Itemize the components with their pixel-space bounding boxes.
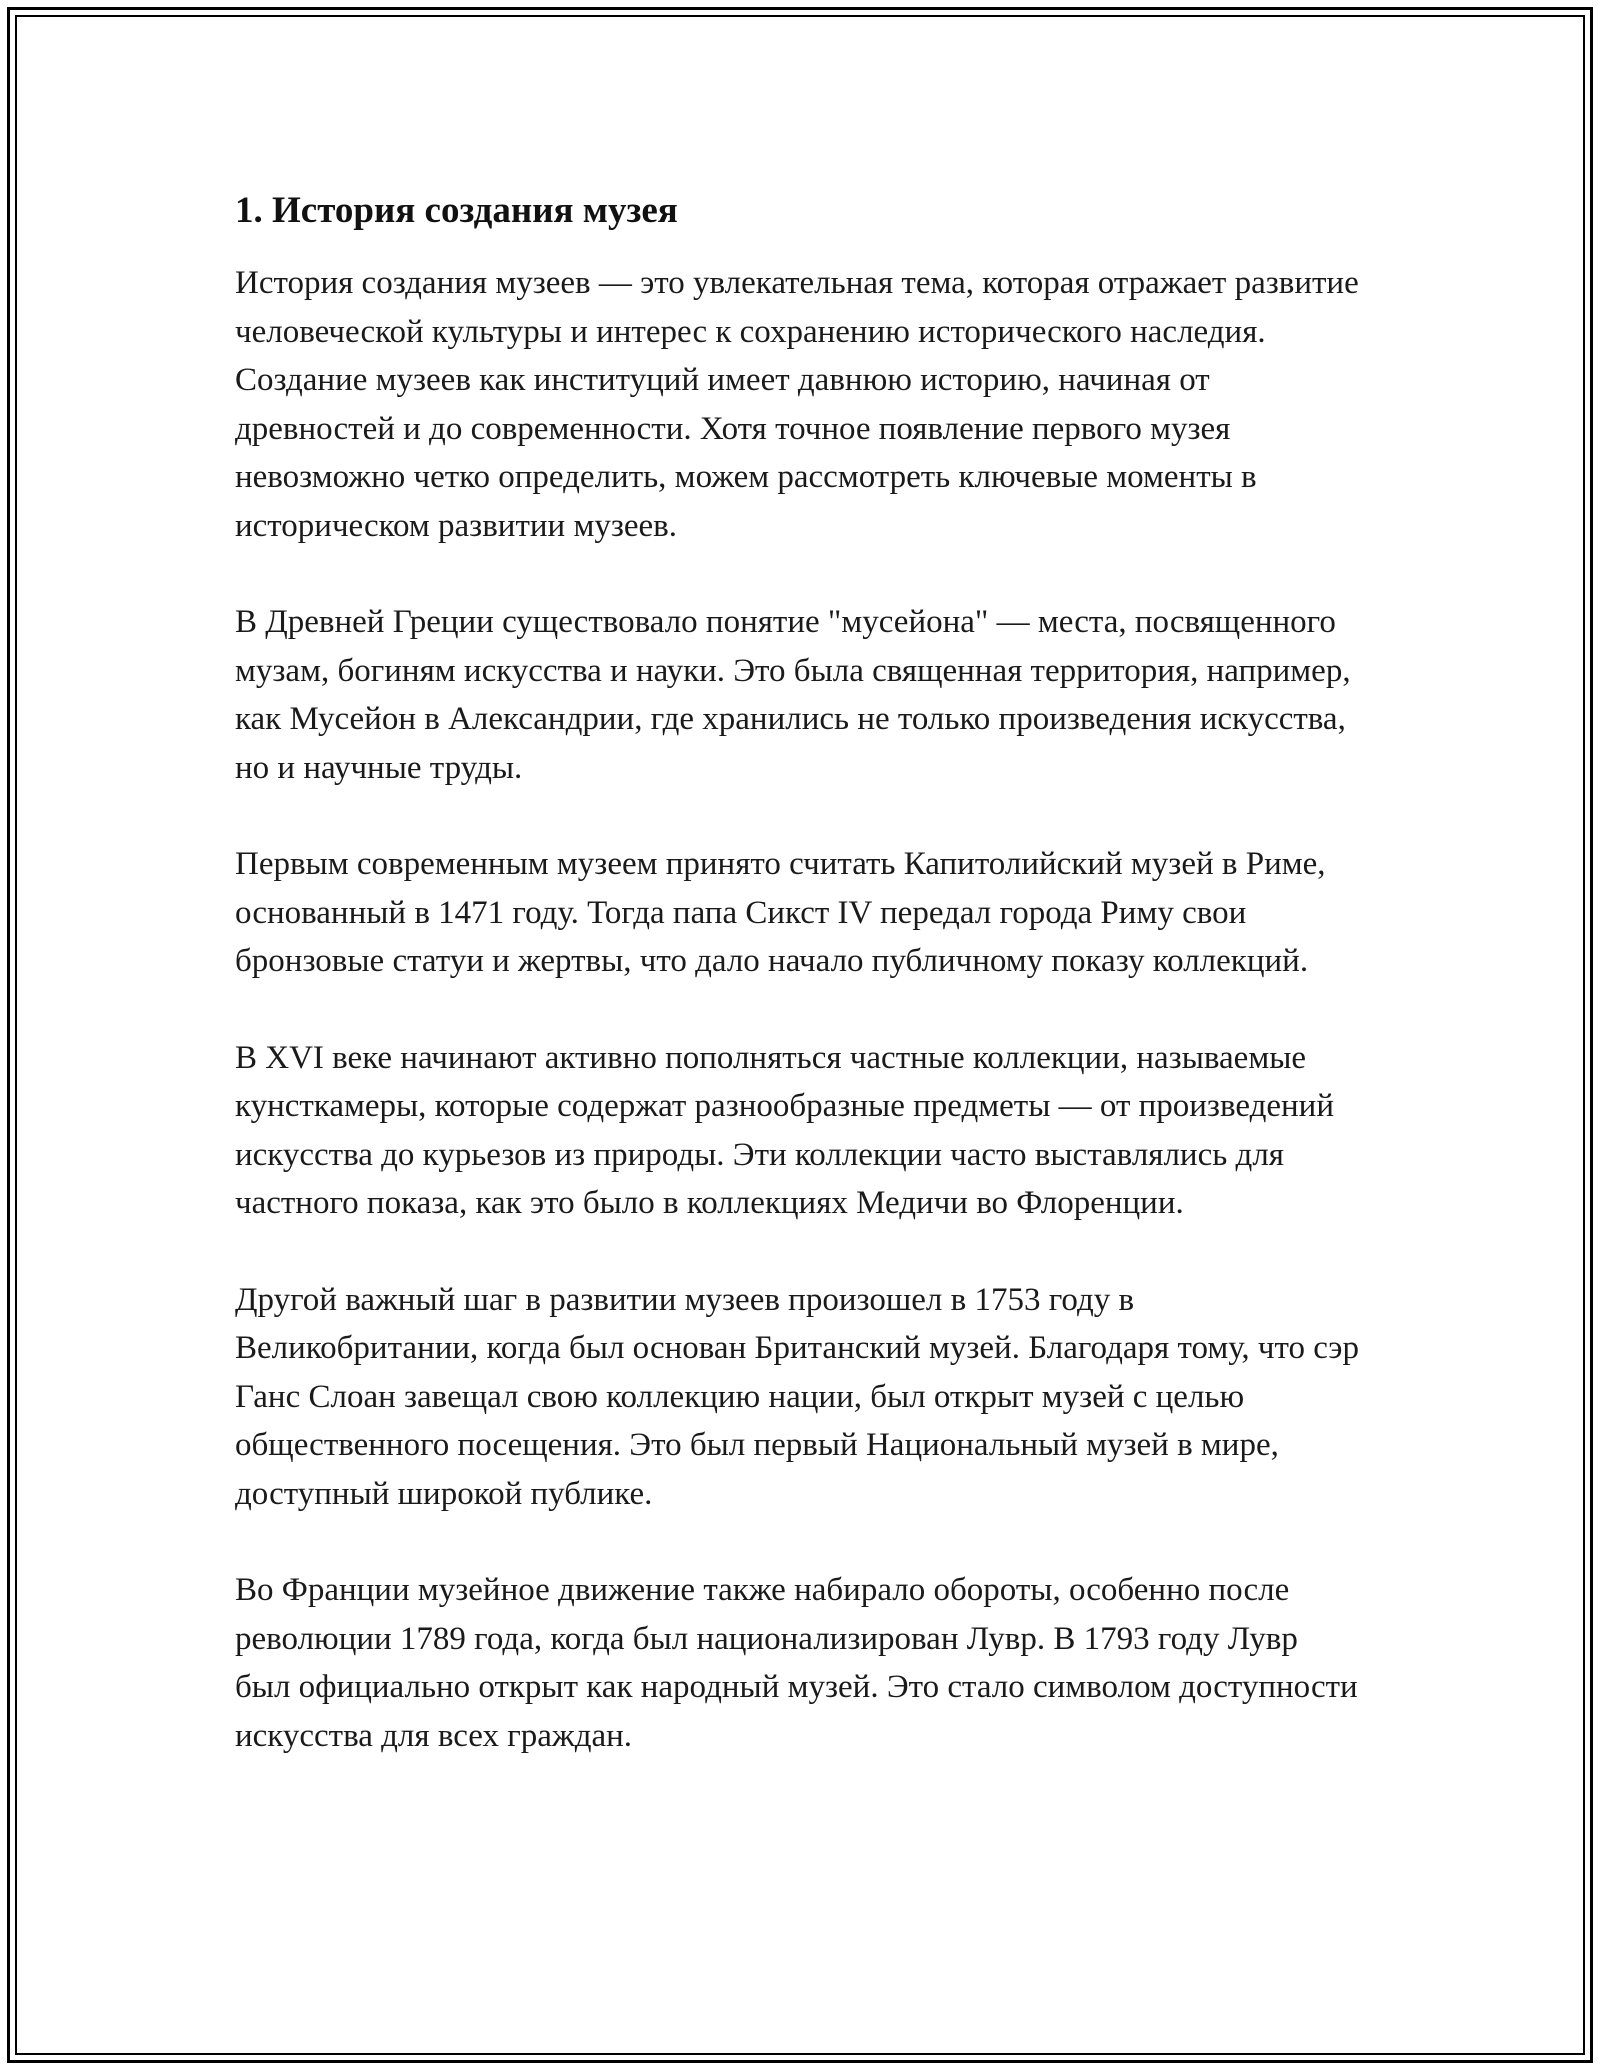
paragraph-louvre: Во Франции музейное движение также набирало обороты, особенно после революции 1789 года, когда был национализирован Лувр. В 1793 году Лувр был официально открыт как народный музей. Это стало символом доступности искусства для всех граждан. — [235, 1572, 1358, 1754]
document-body — [235, 187, 1360, 1808]
paragraph-intro: История создания музеев — это увлекательная тема, которая отражает развитие человеческой культуры и интерес к сохранению исторического наследия. Создание музеев как институций имеет давнюю историю, начиная от древностей и до современности. Хотя точное появление первого музея невозможно четко определить, можем рассмотреть ключевые моменты в историческом развитии музеев. — [235, 265, 1359, 544]
section-heading: 1. История создания музея — [235, 190, 678, 231]
paragraph-capitoline-museum: Первым современным музеем принято считать Капитолийский музей в Риме, основанный в 1471 году. Тогда папа Сикст IV передал города Риму свои бронзовые статуи и жертвы, что дало начало публичному показу коллекций. — [235, 846, 1326, 979]
paragraph-british-museum: Другой важный шаг в развитии музеев произошел в 1753 году в Великобритании, когда был основан Британский музей. Благодаря тому, что сэр Ганс Слоан завещал свою коллекцию нации, был открыт музей с целью общественного посещения. Это был первый Национальный музей в мире, доступный широкой публике. — [235, 1281, 1359, 1512]
paragraph-ancient-greece: В Древней Греции существовало понятие "мусейона" — места, посвященного музам, богиням искусства и науки. Это была священная территория, например, как Мусейон в Александрии, где хранились не только произведения искусства, но и научные труды. — [235, 604, 1351, 786]
paragraph-kunstkamera: В XVI веке начинают активно пополняться частные коллекции, называемые кунсткамеры, которые содержат разнообразные предметы — от произведений искусства до курьезов из природы. Эти коллекции часто выставлялись для частного показа, как это было в коллекциях Медичи во Флоренции. — [235, 1039, 1334, 1221]
